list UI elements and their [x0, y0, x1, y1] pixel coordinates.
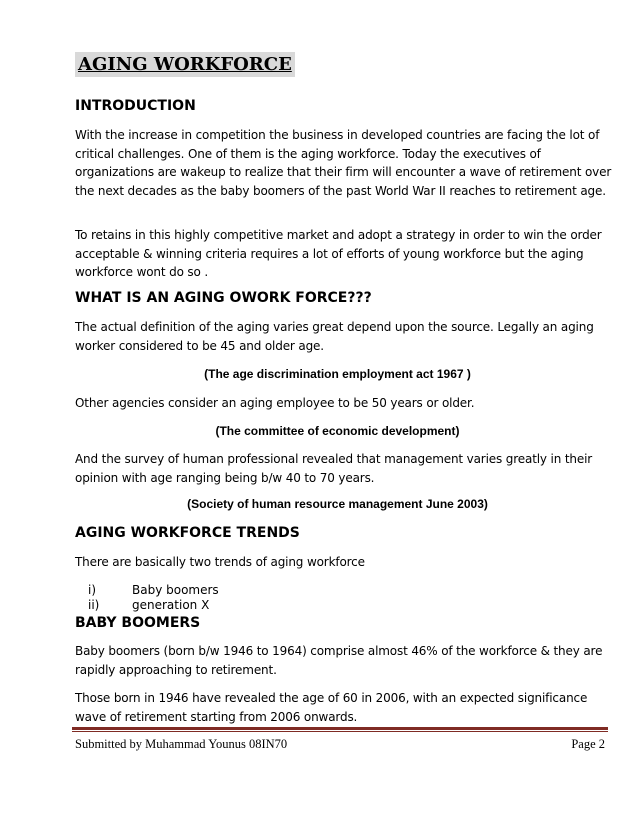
list-item	[88, 583, 219, 598]
footer-author: Submitted by Muhammad Younus 08IN70	[75, 737, 288, 751]
citation-shrm-2003: (Society of human resource management June 2003)	[187, 497, 488, 511]
trends-list	[88, 583, 219, 613]
definition-paragraph-1: The actual definition of the aging varies great depend upon the source. Legally an aging worker considered to be 45 and older age.	[75, 320, 594, 353]
baby-boomers-heading: BABY BOOMERS	[75, 615, 201, 631]
definition-paragraph-3: And the survey of human professional revealed that management varies greatly in their opinion with age ranging being b/w 40 to 70 years.	[75, 452, 593, 485]
introduction-heading: INTRODUCTION	[75, 98, 196, 114]
list-item	[88, 598, 219, 613]
definition-heading: WHAT IS AN AGING OWORK FORCE???	[75, 290, 372, 306]
definition-paragraph-2: Other agencies consider an aging employee to be 50 years or older.	[75, 396, 475, 410]
baby-boomers-paragraph-1: Baby boomers (born b/w 1946 to 1964) comprise almost 46% of the workforce & they are rapidly approaching to retirement.	[75, 644, 603, 677]
baby-boomers-paragraph-2: Those born in 1946 have revealed the age of 60 in 2006, with an expected significance wave of retirement starting from 2006 onwards.	[75, 691, 588, 724]
introduction-paragraph-2: To retains in this highly competitive market and adopt a strategy in order to win the order acceptable & winning criteria requires a lot of efforts of young workforce but the aging workforce wont do so .	[75, 228, 602, 280]
citation-age-discrimination-act: (The age discrimination employment act 1967 )	[204, 367, 471, 381]
list-item-text: generation X	[132, 598, 210, 612]
footer-page-number: Page 2	[571, 737, 605, 751]
trends-heading: AGING WORKFORCE TRENDS	[75, 525, 300, 541]
list-item-text: Baby boomers	[132, 583, 219, 597]
introduction-paragraph-1: With the increase in competition the business in developed countries are facing the lot of critical challenges. One of them is the aging workforce. Today the executives of organizations are wakeup to realize that their firm will encounter a wave of retirement over the next decades as the baby boomers of the past World War II reaches to retirement age.	[75, 128, 612, 199]
trends-intro: There are basically two trends of aging workforce	[75, 555, 365, 569]
page-title: AGING WORKFORCE	[75, 52, 295, 77]
footer-rule-thin	[72, 731, 608, 732]
page-footer	[75, 737, 605, 752]
list-item-number: i)	[88, 583, 97, 597]
citation-committee-economic-development: (The committee of economic development)	[215, 424, 460, 438]
list-item-number: ii)	[88, 598, 100, 612]
footer-rule-thick	[72, 727, 608, 730]
